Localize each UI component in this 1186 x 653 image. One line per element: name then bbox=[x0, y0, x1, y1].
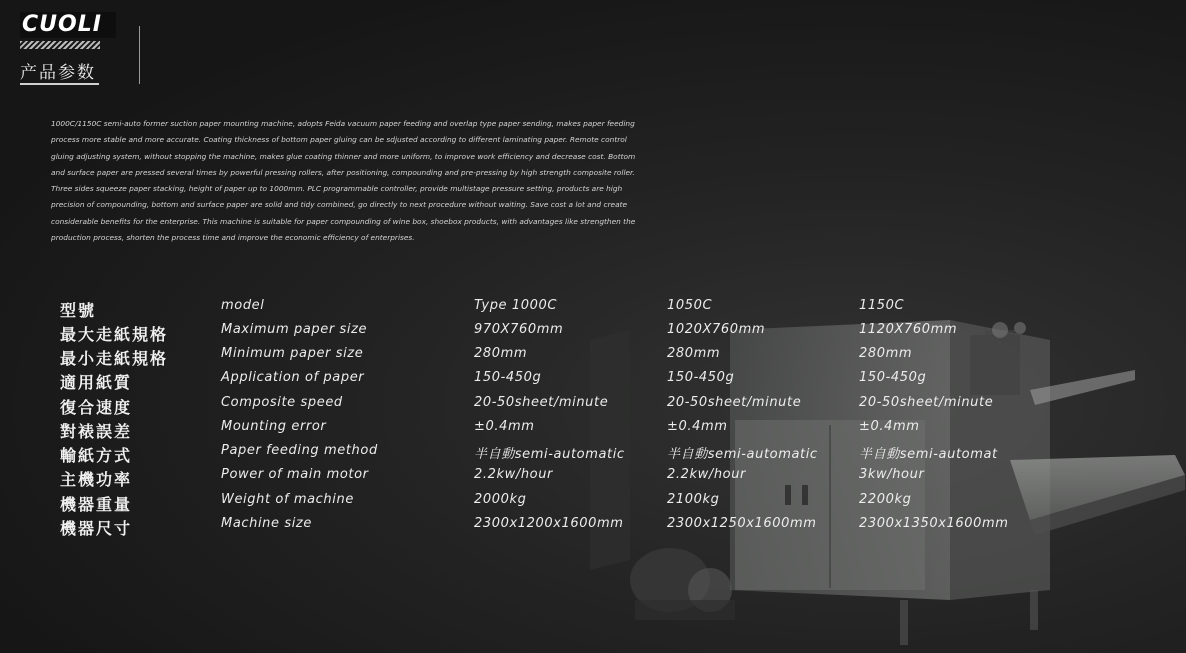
spec-label-en: Mounting error bbox=[221, 419, 327, 434]
spec-value-1050c: 2.2kw/hour bbox=[667, 467, 746, 482]
spec-value-1000c: 280mm bbox=[474, 346, 528, 361]
spec-label-cn: 適用紙質 bbox=[60, 373, 133, 392]
spec-row bbox=[0, 516, 1186, 540]
spec-value-1000c: ±0.4mm bbox=[474, 419, 535, 434]
spec-label-cn: 復合速度 bbox=[60, 398, 133, 417]
spec-value-1150c: 半自動semi-automat bbox=[859, 447, 998, 462]
section-title: 产品参数 bbox=[20, 63, 96, 83]
spec-value-1000c: Type 1000C bbox=[474, 298, 558, 313]
spec-value-1050c: 1050C bbox=[667, 298, 713, 313]
spec-label-en: Application of paper bbox=[221, 370, 365, 385]
spec-value-1150c: 2200kg bbox=[859, 492, 912, 507]
spec-row bbox=[0, 298, 1186, 322]
spec-label-en: Power of main motor bbox=[221, 467, 369, 482]
spec-value-1150c: 1120X760mm bbox=[859, 322, 958, 337]
spec-label-cn: 主機功率 bbox=[60, 470, 133, 489]
logo-stripes bbox=[20, 41, 100, 49]
spec-row bbox=[0, 492, 1186, 516]
spec-row bbox=[0, 443, 1186, 467]
spec-value-1150c: ±0.4mm bbox=[859, 419, 920, 434]
spec-value-1050c: 20-50sheet/minute bbox=[667, 395, 802, 410]
spec-value-1000c: 2300x1200x1600mm bbox=[474, 516, 624, 531]
spec-row bbox=[0, 346, 1186, 370]
spec-label-cn: 機器尺寸 bbox=[60, 519, 133, 538]
spec-value-1000c: 半自動semi-automatic bbox=[474, 447, 625, 462]
spec-label-cn: 機器重量 bbox=[60, 495, 133, 514]
logo-wordmark: CUOLI bbox=[20, 12, 116, 38]
spec-label-cn: 最大走紙規格 bbox=[60, 325, 169, 344]
spec-value-1050c: 1020X760mm bbox=[667, 322, 766, 337]
spec-value-1150c: 150-450g bbox=[859, 370, 927, 385]
spec-label-en: Minimum paper size bbox=[221, 346, 364, 361]
spec-value-1150c: 2300x1350x1600mm bbox=[859, 516, 1009, 531]
spec-value-1150c: 1150C bbox=[859, 298, 905, 313]
spec-value-1000c: 2.2kw/hour bbox=[474, 467, 553, 482]
spec-row bbox=[0, 395, 1186, 419]
title-underline bbox=[20, 83, 99, 85]
spec-row bbox=[0, 370, 1186, 394]
spec-value-1050c: 2100kg bbox=[667, 492, 720, 507]
spec-label-cn: 最小走紙規格 bbox=[60, 349, 169, 368]
spec-row bbox=[0, 467, 1186, 491]
spec-label-en: Machine size bbox=[221, 516, 312, 531]
spec-value-1050c: 280mm bbox=[667, 346, 721, 361]
spec-label-en: Composite speed bbox=[221, 395, 343, 410]
spec-value-1150c: 280mm bbox=[859, 346, 913, 361]
spec-value-1000c: 2000kg bbox=[474, 492, 527, 507]
spec-label-cn: 對裱誤差 bbox=[60, 422, 133, 441]
spec-label-cn: 型號 bbox=[60, 301, 97, 320]
spec-value-1150c: 20-50sheet/minute bbox=[859, 395, 994, 410]
brand-logo bbox=[20, 12, 116, 49]
spec-value-1050c: 150-450g bbox=[667, 370, 735, 385]
spec-value-1050c: ±0.4mm bbox=[667, 419, 728, 434]
spec-row bbox=[0, 322, 1186, 346]
spec-row bbox=[0, 419, 1186, 443]
header-divider bbox=[139, 26, 140, 84]
spec-value-1000c: 150-450g bbox=[474, 370, 542, 385]
spec-value-1050c: 半自動semi-automatic bbox=[667, 447, 818, 462]
spec-label-en: Weight of machine bbox=[221, 492, 354, 507]
spec-value-1050c: 2300x1250x1600mm bbox=[667, 516, 817, 531]
spec-value-1150c: 3kw/hour bbox=[859, 467, 925, 482]
spec-label-en: model bbox=[221, 298, 265, 313]
product-description: 1000C/1150C semi-auto former suction paper mounting machine, adopts Feida vacuum paper feeding and overlap type paper sending, makes paper feeding process more stable and more accurate. Coating thickness of bottom paper gluing can be sdjusted according to different laminating paper. Remote control gluing adjusting system, without stopping the machine, makes glue coating thinner and more uniform, to improve work efficiency and decrease cost. Bottom and surface paper are pressed several times by powerful pressing rollers, after positioning, compounding and pre-pressing by high strength composite roller. Three sides squeeze paper stacking, height of paper up to 1000mm. PLC programmable controller, provide multistage pressure setting, products are high precision of compounding, bottom and surface paper are solid and tidy combined, go directly to next procedure without waiting. Save cost a lot and create considerable benefits for the enterprise. This machine is suitable for paper compounding of wine box, shoebox products, with advantages like strengthen the production process, shorten the process time and improve the economic efficiency of enterprises. bbox=[51, 119, 636, 243]
spec-label-en: Paper feeding method bbox=[221, 443, 378, 458]
spec-label-cn: 輸紙方式 bbox=[60, 446, 133, 465]
spec-label-en: Maximum paper size bbox=[221, 322, 368, 337]
spec-value-1000c: 20-50sheet/minute bbox=[474, 395, 609, 410]
spec-value-1000c: 970X760mm bbox=[474, 322, 564, 337]
